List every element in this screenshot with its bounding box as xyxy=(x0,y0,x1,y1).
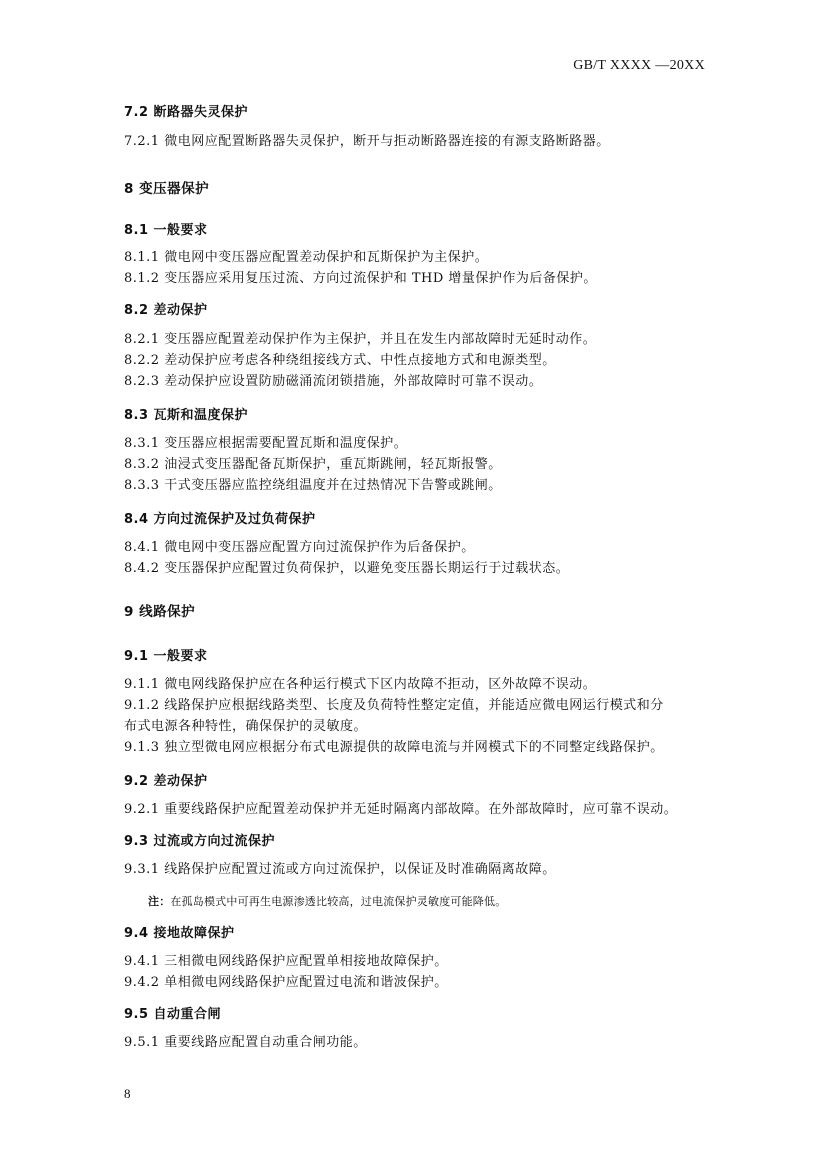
note-label: 注： xyxy=(148,895,171,908)
clause-9-5-1: 9.5.1 重要线路应配置自动重合闸功能。 xyxy=(124,1035,367,1050)
clause-9-1-1: 9.1.1 微电网线路保护应在各种运行模式下区内故障不拒动，区外故障不误动。 xyxy=(124,677,597,692)
clause-9-1-2-line2: 布式电源各种特性，确保保护的灵敏度。 xyxy=(124,719,368,734)
clause-8-1-2: 8.1.2 变压器应采用复压过流、方向过流保护和 THD 增量保护作为后备保护。 xyxy=(124,271,597,286)
clause-8-2-1: 8.2.1 变压器应配置差动保护作为主保护，并且在发生内部故障时无延时动作。 xyxy=(124,332,597,347)
clause-9-4-1: 9.4.1 三相微电网线路保护应配置单相接地故障保护。 xyxy=(124,954,448,969)
clause-7-2-1: 7.2.1 微电网应配置断路器失灵保护，断开与拒动断路器连接的有源支路断路器。 xyxy=(124,134,610,149)
chapter-heading-8: 8 变压器保护 xyxy=(124,181,210,197)
document-code-header: GB/T XXXX —20XX xyxy=(573,58,705,73)
section-heading-9-3: 9.3 过流或方向过流保护 xyxy=(124,834,276,849)
section-heading-9-2: 9.2 差动保护 xyxy=(124,774,208,789)
clause-9-3-1: 9.3.1 线路保护应配置过流或方向过流保护，以保证及时准确隔离故障。 xyxy=(124,862,556,877)
clause-8-2-2: 8.2.2 差动保护应考虑各种绕组接线方式、中性点接地方式和电源类型。 xyxy=(124,353,556,368)
clause-9-2-1: 9.2.1 重要线路保护应配置差动保护并无延时隔离内部故障。在外部故障时，应可靠不误动。 xyxy=(124,802,678,817)
section-heading-9-1: 9.1 一般要求 xyxy=(124,649,208,664)
clause-8-3-3: 8.3.3 干式变压器应监控绕组温度并在过热情况下告警或跳闸。 xyxy=(124,478,502,493)
section-heading-9-5: 9.5 自动重合闸 xyxy=(124,1007,222,1022)
section-heading-8-2: 8.2 差动保护 xyxy=(124,303,208,318)
clause-9-1-2-line1: 9.1.2 线路保护应根据线路类型、长度及负荷特性整定定值，并能适应微电网运行模式和分 xyxy=(124,698,664,713)
note-text: 在孤岛模式中可再生电源渗透比较高，过电流保护灵敏度可能降低。 xyxy=(170,895,507,908)
section-heading-9-4: 9.4 接地故障保护 xyxy=(124,926,235,941)
clause-8-2-3: 8.2.3 差动保护应设置防励磁涌流闭锁措施，外部故障时可靠不误动。 xyxy=(124,374,543,389)
section-heading-7-2: 7.2 断路器失灵保护 xyxy=(124,105,249,120)
clause-8-4-2: 8.4.2 变压器保护应配置过负荷保护，以避免变压器长期运行于过载状态。 xyxy=(124,561,570,576)
clause-9-4-2: 9.4.2 单相微电网线路保护应配置过电流和谐波保护。 xyxy=(124,975,448,990)
clause-9-1-3: 9.1.3 独立型微电网应根据分布式电源提供的故障电流与并网模式下的不同整定线路保护。 xyxy=(124,740,664,755)
clause-8-4-1: 8.4.1 微电网中变压器应配置方向过流保护作为后备保护。 xyxy=(124,540,475,555)
clause-8-3-2: 8.3.2 油浸式变压器配备瓦斯保护，重瓦斯跳闸，轻瓦斯报警。 xyxy=(124,457,502,472)
clause-8-1-1: 8.1.1 微电网中变压器应配置差动保护和瓦斯保护为主保护。 xyxy=(124,250,489,265)
section-heading-8-1: 8.1 一般要求 xyxy=(124,223,208,238)
section-heading-8-3: 8.3 瓦斯和温度保护 xyxy=(124,408,249,423)
chapter-heading-9: 9 线路保护 xyxy=(124,604,196,620)
page-number: 8 xyxy=(124,1086,131,1101)
note-9-3 xyxy=(124,893,733,909)
section-heading-8-4: 8.4 方向过流保护及过负荷保护 xyxy=(124,512,316,527)
clause-8-3-1: 8.3.1 变压器应根据需要配置瓦斯和温度保护。 xyxy=(124,436,408,451)
